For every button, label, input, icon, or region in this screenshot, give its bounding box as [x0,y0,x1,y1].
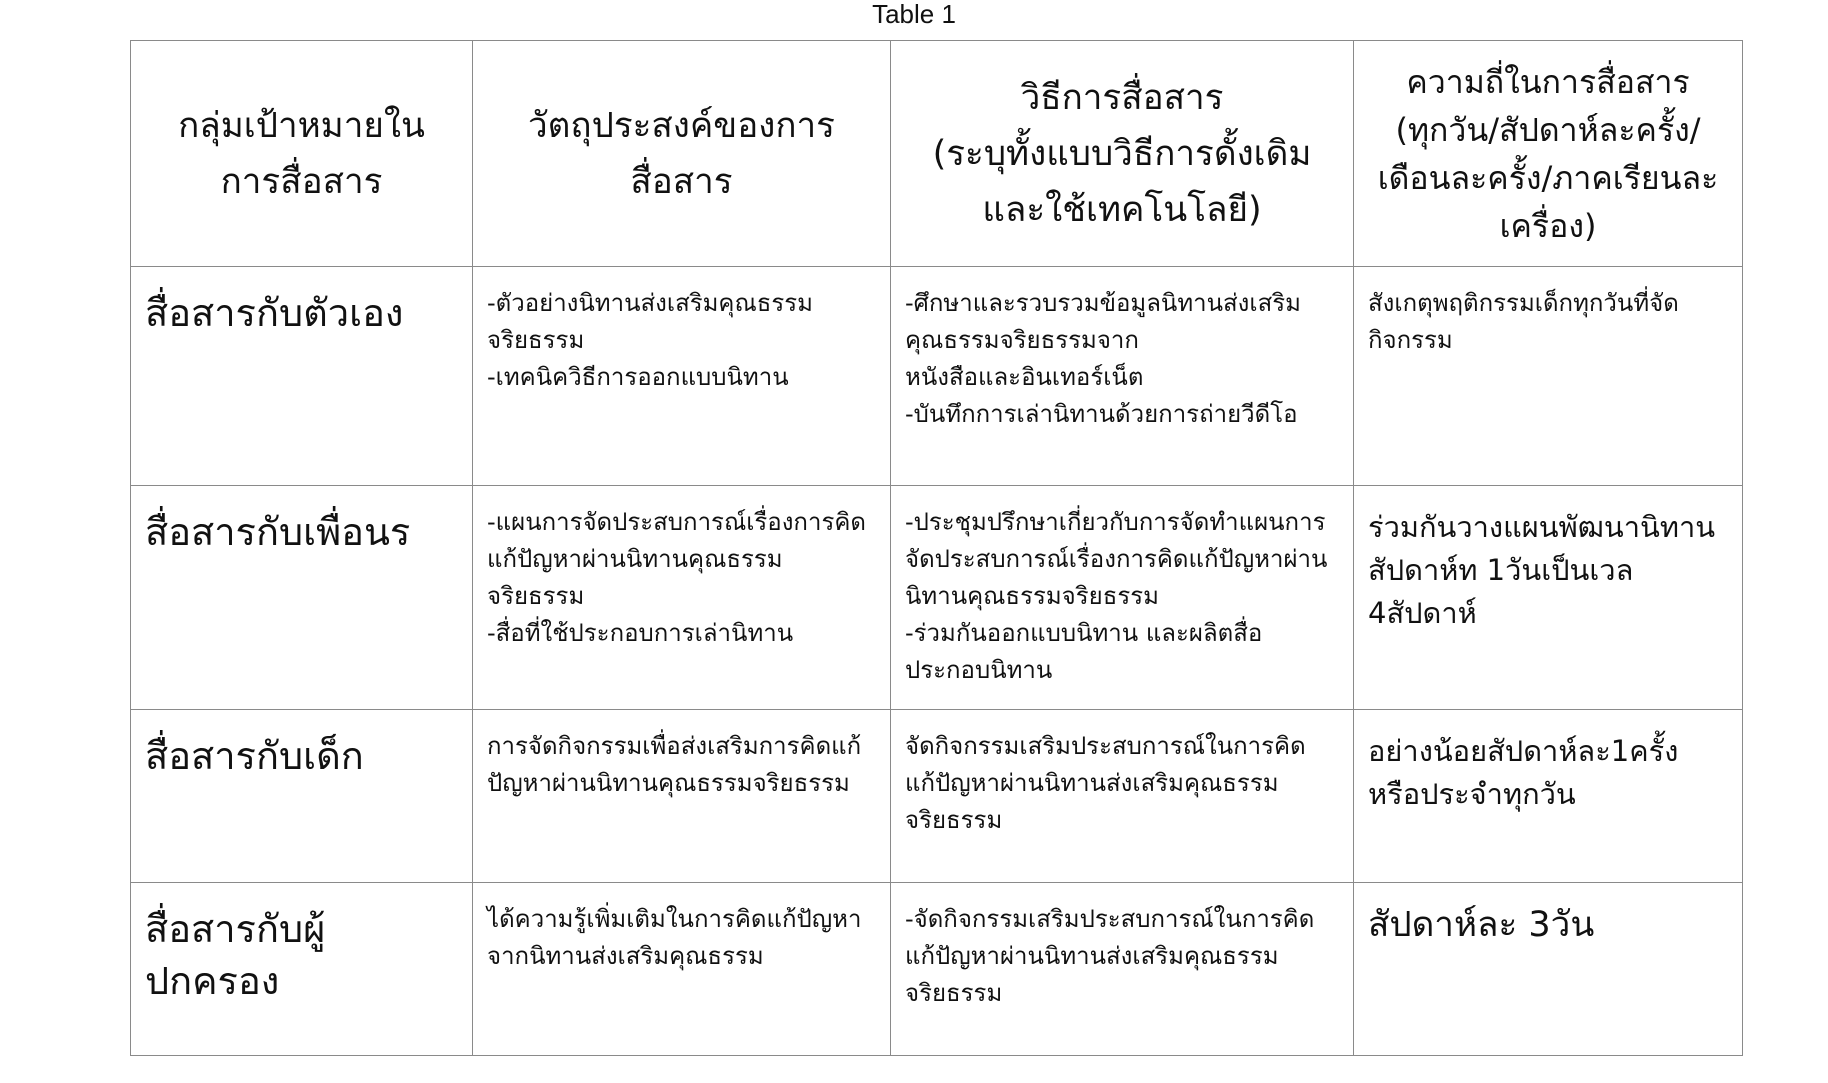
cell-frequency [1354,883,1743,1056]
row-frequency-text: สัปดาห์ละ 3วัน [1368,905,1595,945]
row-objective-text: -ตัวอย่างนิทานส่งเสริมคุณธรรม จริยธรรม -เทคนิควิธีการออกแบบนิทาน [487,289,814,391]
cell-target [131,267,473,486]
row-target-label: สื่อสารกับตัวเอง [145,291,404,335]
row-target-label: สื่อสารกับเพื่อนร [145,510,411,554]
row-frequency-text: ร่วมกันวางแผนพัฒนานิทาน สัปดาห์ท 1วันเป็นเวล 4สัปดาห์ [1368,510,1716,630]
header-method: วิธีการสื่อสาร (ระบุทั้งแบบวิธีการดั้งเดิม และใช้เทคโนโลยี) [932,77,1312,230]
row-method-text: -ศึกษาและรวบรวมข้อมูลนิทานส่งเสริม คุณธรรมจริยธรรมจาก หนังสือและอินเทอร์เน็ต -บันทึกการเล่านิทานด้วยการถ่ายวีดีโอ [905,289,1301,428]
cell-objective [473,267,891,486]
cell-objective [473,883,891,1056]
header-cell-objective [473,41,891,267]
cell-frequency [1354,710,1743,883]
row-target-label: สื่อสารกับเด็ก [145,734,364,778]
table-caption: Table 1 [872,0,956,29]
header-objective: วัตถุประสงค์ของการ สื่อสาร [528,105,835,202]
row-method-text: -จัดกิจกรรมเสริมประสบการณ์ในการคิด แก้ปัญหาผ่านนิทานส่งเสริมคุณธรรม จริยธรรม [905,905,1315,1007]
communication-plan-table [130,40,1743,1056]
table-row [131,486,1743,710]
cell-objective [473,710,891,883]
row-method-text: จัดกิจกรรมเสริมประสบการณ์ในการคิด แก้ปัญหาผ่านนิทานส่งเสริมคุณธรรม จริยธรรม [905,732,1306,834]
table-row [131,267,1743,486]
cell-target [131,883,473,1056]
row-target-label: สื่อสารกับผู้ปกครอง [145,907,326,1003]
cell-method [891,267,1354,486]
cell-objective [473,486,891,710]
cell-method [891,883,1354,1056]
header-cell-method [891,41,1354,267]
table-header-row [131,41,1743,267]
row-method-text: -ประชุมปรึกษาเกี่ยวกับการจัดทำแผนการ จัดประสบการณ์เรื่องการคิดแก้ปัญหาผ่าน นิทานคุณธรรมจริยธรรม -ร่วมกันออกแบบนิทาน และผลิตสื่อ ประกอบนิทาน [905,508,1328,684]
row-frequency-text: สังเกตุพฤติกรรมเด็กทุกวันที่จัด กิจกรรม [1368,289,1679,354]
cell-target [131,710,473,883]
cell-target [131,486,473,710]
row-objective-text: -แผนการจัดประสบการณ์เรื่องการคิด แก้ปัญหาผ่านนิทานคุณธรรม จริยธรรม -สื่อที่ใช้ประกอบการเล่านิทาน [487,508,866,647]
cell-method [891,486,1354,710]
table-row [131,710,1743,883]
header-target-group: กลุ่มเป้าหมายใน การสื่อสาร [178,105,425,202]
header-cell-frequency [1354,41,1743,267]
cell-frequency [1354,267,1743,486]
header-cell-target-group [131,41,473,267]
row-objective-text: การจัดกิจกรรมเพื่อส่งเสริมการคิดแก้ ปัญหาผ่านนิทานคุณธรรมจริยธรรม [487,732,862,797]
cell-frequency [1354,486,1743,710]
table-row [131,883,1743,1056]
row-objective-text: ได้ความรู้เพิ่มเติมในการคิดแก้ปัญหา จากนิทานส่งเสริมคุณธรรม [487,905,862,970]
header-frequency: ความถี่ในการสื่อสาร (ทุกวัน/สัปดาห์ละครั้ง/ เดือนละครั้ง/ภาคเรียนละ เครื่อง) [1377,62,1719,245]
cell-method [891,710,1354,883]
row-frequency-text: อย่างน้อยสัปดาห์ละ1ครั้ง หรือประจำทุกวัน [1368,734,1679,811]
